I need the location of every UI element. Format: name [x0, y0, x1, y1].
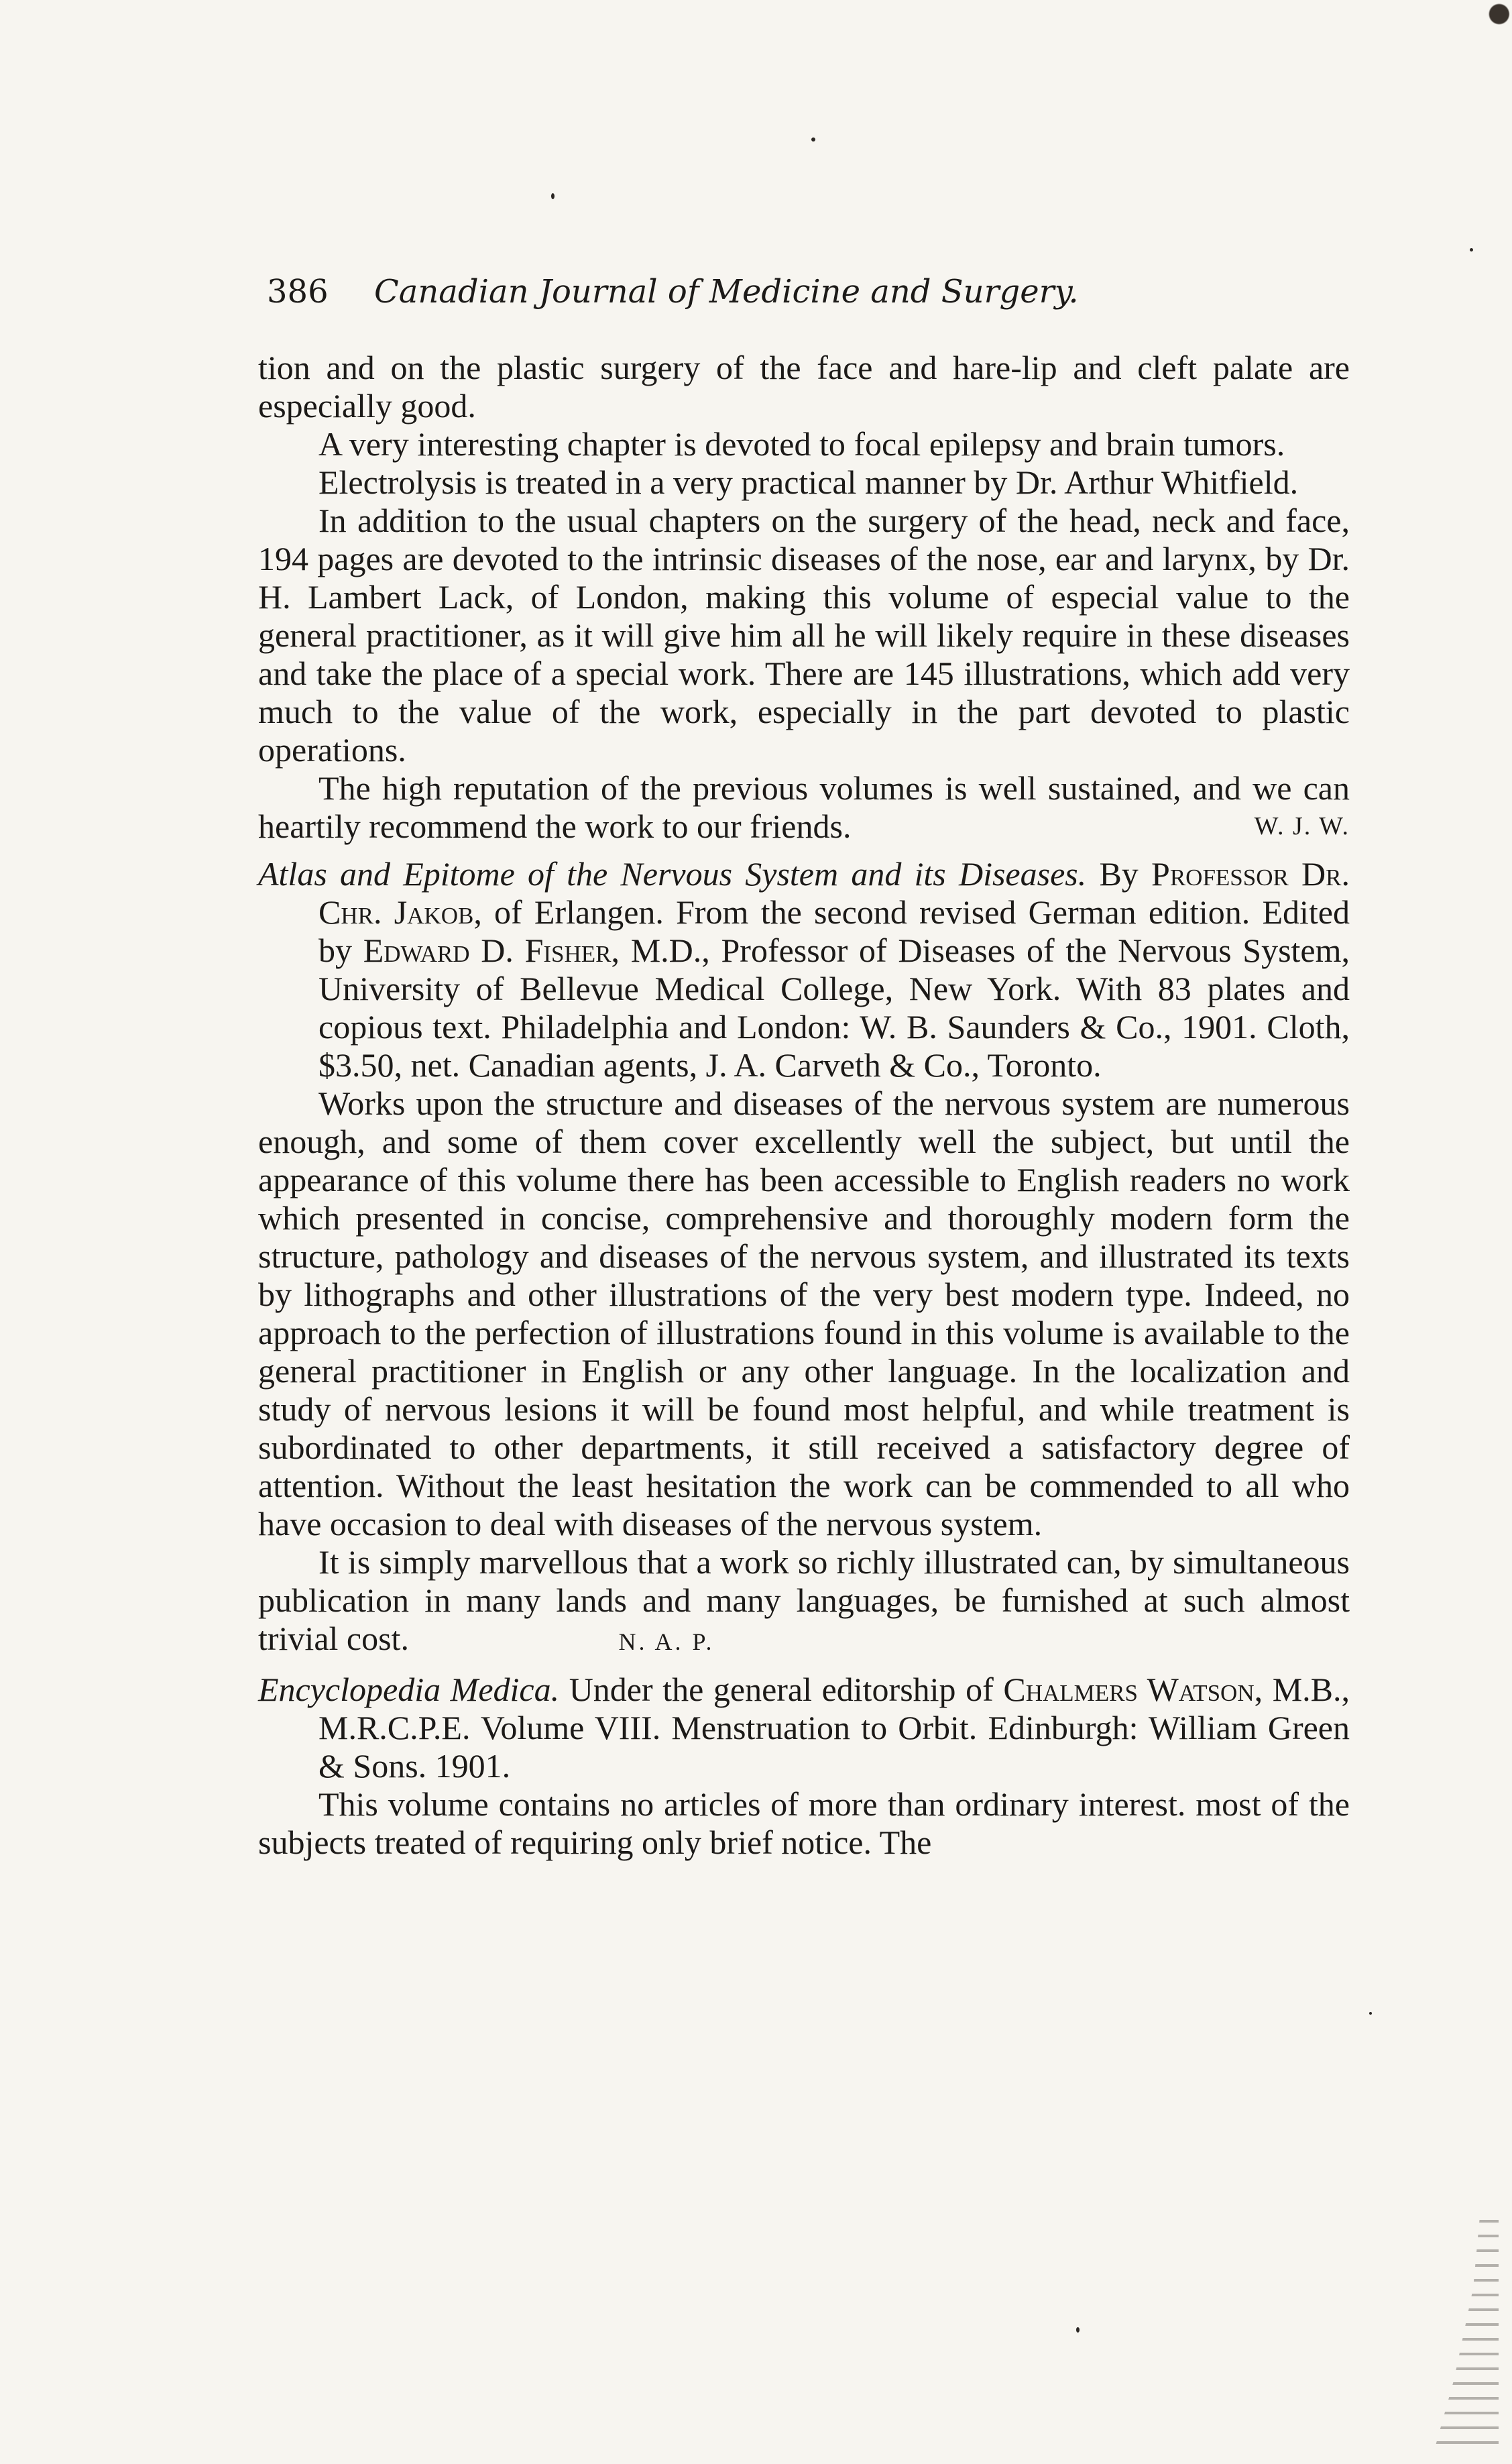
running-header — [267, 272, 1353, 319]
paragraph: Electrolysis is treated in a very practical manner by Dr. Arthur Whitfield. — [318, 463, 1299, 501]
page-number: 386 — [267, 273, 329, 311]
paragraph: This volume contains no articles of more than ordinary interest. most of the subjects treated of requiring only brief notice. The — [258, 1785, 1350, 1861]
scan-speck — [1470, 248, 1473, 251]
book-review-entry — [258, 855, 1350, 1084]
book-details: of Erlangen. From the second revised German edition. Edited by — [318, 893, 1350, 969]
book-editor: Edward D. Fisher, — [363, 932, 620, 969]
book-author: Professor Dr. Chr. Jakob, — [318, 855, 1350, 931]
paragraph: A very interesting chapter is devoted to focal epilepsy and brain tumors. — [318, 425, 1285, 463]
book-details: Under the general editorship of — [569, 1671, 994, 1708]
scan-speck — [1369, 2012, 1372, 2015]
paragraph: tion and on the plastic surgery of the face and hare-lip and cleft palate are especially good. — [258, 349, 1350, 425]
reviewer-initials: W. J. W. — [1254, 812, 1350, 840]
book-details: M.D., Professor of Diseases of the Nervous System, University of Bellevue Medical College, New York. With 83 plates and copious text. Philadelphia and London: W. B. Saunders & Co., 1901. Cloth, $3.50, net. Canadian agents, J. A. Carveth & Co., Toronto. — [318, 932, 1350, 1084]
paragraph: Works upon the structure and diseases of the nervous system are numerous enough, and some of them cover excellently well the subject, but until the appearance of this volume there has been accessible to English readers no work which presented in concise, comprehensive and thoroughly modern form the structure, pathology and diseases of the nervous system, and illustrated its texts by lithographs and other illustrations of the very best modern type. Indeed, no approach to the perfection of illustrations found in this volume is available to the general practitioner in English or any other language. In the localization and study of nervous lesions it will be found most helpful, and while treatment is subordinated to other departments, it still received a satisfactory degree of attention. Without the least hesitation the work can be commended to all who have occasion to deal with diseases of the nervous system. — [258, 1084, 1350, 1543]
book-title: Atlas and Epitome of the Nervous System and its Diseases. — [258, 855, 1087, 893]
scan-speck — [551, 193, 555, 199]
page-body — [258, 349, 1350, 1862]
journal-title: Canadian Journal of Medicine and Surgery. — [374, 273, 1079, 311]
reviewer-initials: N. A. P. — [618, 1628, 715, 1655]
scan-edge-artifact — [1435, 2220, 1499, 2448]
book-details: M.B., M.R.C.P.E. Volume VIII. Menstruation to Orbit. Edinburgh: William Green & Sons. 1901. — [318, 1671, 1350, 1785]
by-label: By — [1099, 855, 1139, 893]
book-editor: Chalmers Watson, — [1003, 1671, 1263, 1708]
scan-speck — [811, 137, 815, 142]
paragraph — [258, 769, 1350, 846]
page-corner-mark — [1480, 0, 1512, 47]
paragraph-text: It is simply marvellous that a work so richly illustrated can, by simultaneous publication in many lands and many languages, be furnished at such almost trivial cost. — [258, 1543, 1350, 1657]
book-title: Encyclopedia Medica. — [258, 1671, 560, 1708]
scan-speck — [1076, 2327, 1080, 2333]
book-review-entry — [258, 1671, 1350, 1785]
paragraph — [258, 1543, 1350, 1661]
paragraph: In addition to the usual chapters on the surgery of the head, neck and face, 194 pages are devoted to the intrinsic diseases of the nose, ear and larynx, by Dr. H. Lambert Lack, of London, making this volume of especial value to the general practitioner, as it will give him all he will likely require in these diseases and take the place of a special work. There are 145 illustrations, which add very much to the value of the work, especially in the part devoted to plastic operations. — [258, 502, 1350, 769]
paragraph-text: The high reputation of the previous volumes is well sustained, and we can heartily recommend the work to our friends. — [258, 769, 1350, 845]
